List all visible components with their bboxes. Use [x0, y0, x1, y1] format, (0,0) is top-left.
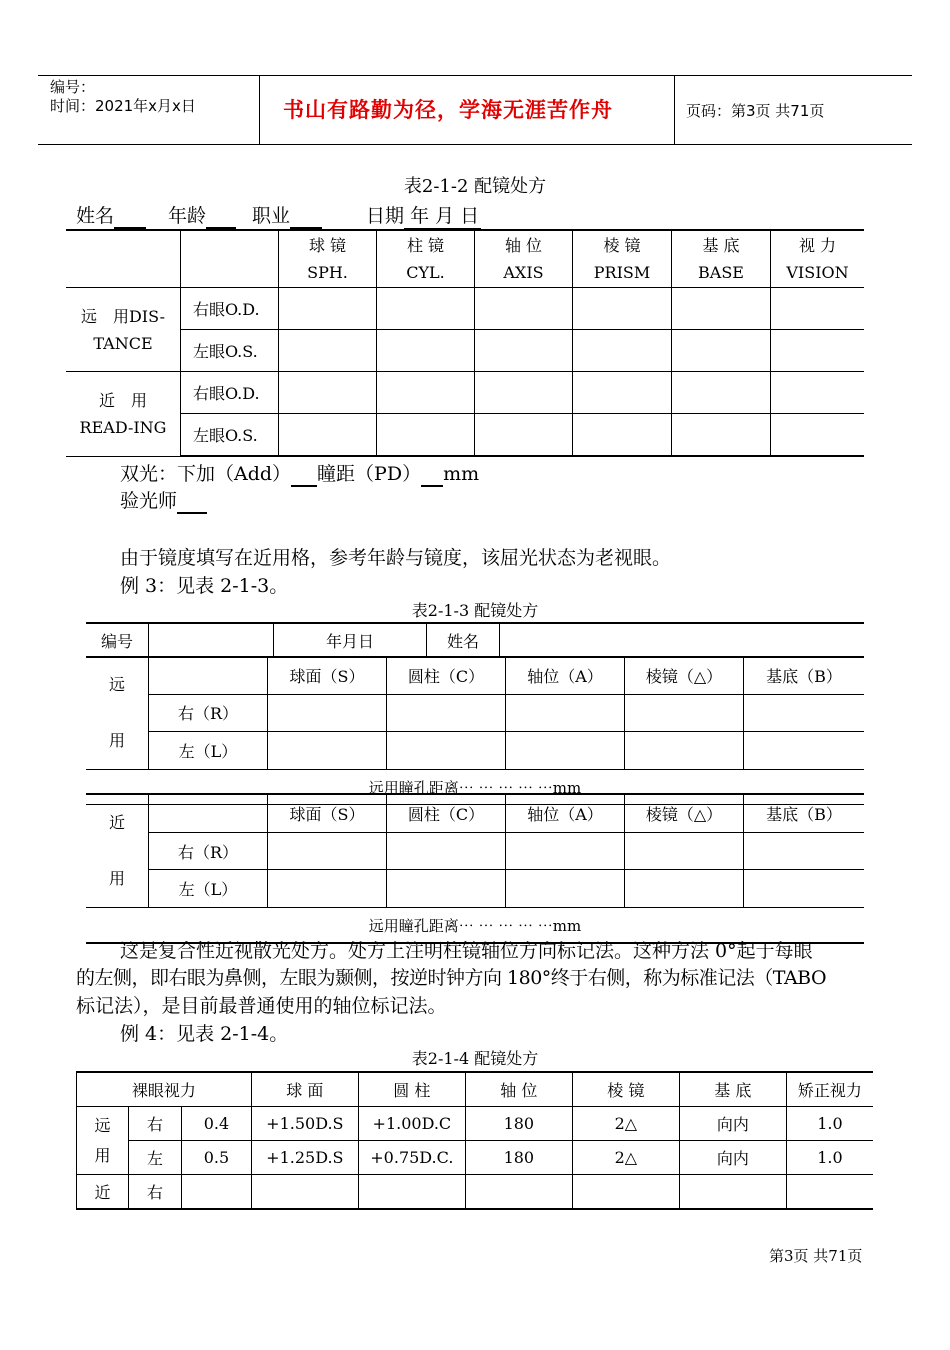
table1-caption: 表2-1-2 配镜处方	[403, 176, 547, 197]
right-eye-label: 右眼O.D.	[181, 288, 279, 330]
table-row: 左（L）	[86, 870, 864, 908]
table-row	[86, 623, 864, 658]
col-sph: 球 镜 SPH.	[279, 230, 377, 288]
name-label: 姓名	[427, 623, 500, 658]
col-vision: 视 力 VISION	[771, 230, 865, 288]
table2-caption: 表2-1-3 配镜处方	[411, 601, 539, 620]
table-row: 左（L）	[86, 732, 864, 770]
age-blank	[206, 205, 236, 229]
table-row	[66, 372, 864, 414]
header-divider	[674, 76, 675, 144]
table-row: 近 用 球面（S） 圆柱（C） 轴位（A） 棱镜（△） 基底（B）	[86, 794, 864, 832]
job-label: 职业	[252, 205, 291, 227]
header-motto: 书山有路勤为径，学海无涯苦作舟	[283, 98, 613, 122]
date-label: 年月日	[274, 623, 427, 658]
paragraph-1: 由于镜度填写在近用格，参考年龄与镜度，该屈光状态为老视眼。	[120, 547, 672, 569]
prescription-table-2-far	[86, 656, 864, 805]
header-divider	[259, 76, 260, 144]
table-header-row: 裸眼视力 球 面 圆 柱 轴 位 棱 镜 基 底 矫正视力	[77, 1072, 874, 1107]
prescription-table-1	[66, 229, 864, 457]
left-eye-label: 左眼O.S.	[181, 414, 279, 457]
near-pd: 远用瞳孔距离⋯ ⋯ ⋯ ⋯ ⋯mm	[86, 908, 864, 944]
example-3: 例 3：见表 2-1-3。	[120, 575, 289, 597]
prescription-table-3	[76, 1071, 873, 1210]
table-row: 右（R）	[86, 832, 864, 870]
table-row: 远 用 球面（S） 圆柱（C） 轴位（A） 棱镜（△） 基底（B）	[86, 657, 864, 695]
table-row	[66, 414, 864, 457]
paragraph-2-line-2: 的左侧，即右眼为鼻侧，左眼为颞侧，按逆时钟方向 180°终于右侧，称为标准记法（TABO	[76, 967, 827, 989]
header-meta	[50, 78, 196, 116]
table-row: 近 右	[77, 1175, 874, 1210]
bifocal-line: 双光：下加（Add） 瞳距（PD） mm	[120, 463, 480, 485]
optometrist-line: 验光师	[120, 486, 207, 514]
left-eye-label: 左眼O.S.	[181, 330, 279, 372]
name-blank	[114, 205, 146, 229]
table-row: 远 用 右 0.4 +1.50D.S +1.00D.C 180 2△ 向内 1.0	[77, 1107, 874, 1141]
example-4: 例 4：见表 2-1-4。	[120, 1023, 289, 1045]
table-row: 左 0.5 +1.25D.S +0.75D.C. 180 2△ 向内 1.0	[77, 1141, 874, 1175]
reading-label: 近 用 READ-ING	[66, 372, 181, 457]
col-cyl: 柱 镜 CYL.	[377, 230, 475, 288]
header-page-info: 页码：第3页 共71页	[686, 102, 825, 120]
paragraph-2-line-1: 这是复合性近视散光处方。处方上注明柱镜轴位方向标记法。这种方法 0°起于每眼	[120, 940, 813, 962]
distance-label: 远 用DIS- TANCE	[66, 288, 181, 372]
table-row	[66, 330, 864, 372]
near-label: 近	[77, 1175, 129, 1210]
table-header-row	[66, 230, 864, 288]
date-label: 日期	[366, 205, 405, 227]
date-value: 年 月 日	[404, 201, 481, 230]
number-label: 编号	[86, 623, 149, 658]
page-footer: 第3页 共71页	[769, 1247, 863, 1265]
table1-info-line	[76, 201, 481, 230]
age-label: 年龄	[168, 205, 207, 227]
table-row	[66, 288, 864, 330]
job-blank	[290, 205, 322, 229]
col-base: 基 底 BASE	[672, 230, 771, 288]
prescription-table-2-head	[86, 622, 864, 658]
table-row: 右（R）	[86, 694, 864, 732]
name-label: 姓名	[76, 205, 115, 227]
col-prism: 棱 镜 PRISM	[573, 230, 672, 288]
right-eye-label: 右眼O.D.	[181, 372, 279, 414]
far-pd: 远用瞳孔距离⋯ ⋯ ⋯ ⋯ ⋯mm	[86, 770, 864, 805]
page-header	[38, 75, 912, 145]
col-axis: 轴 位 AXIS	[475, 230, 573, 288]
time-label: 时间：2021年x月x日	[50, 97, 196, 115]
near-label: 近 用	[86, 794, 149, 908]
far-label: 远 用	[86, 657, 149, 770]
table3-caption: 表2-1-4 配镜处方	[411, 1049, 539, 1068]
prescription-table-2-near	[86, 793, 864, 944]
far-label: 远 用	[77, 1107, 129, 1175]
number-label: 编号：	[50, 78, 96, 96]
paragraph-2-line-3: 标记法），是目前最普通使用的轴位标记法。	[76, 995, 447, 1017]
